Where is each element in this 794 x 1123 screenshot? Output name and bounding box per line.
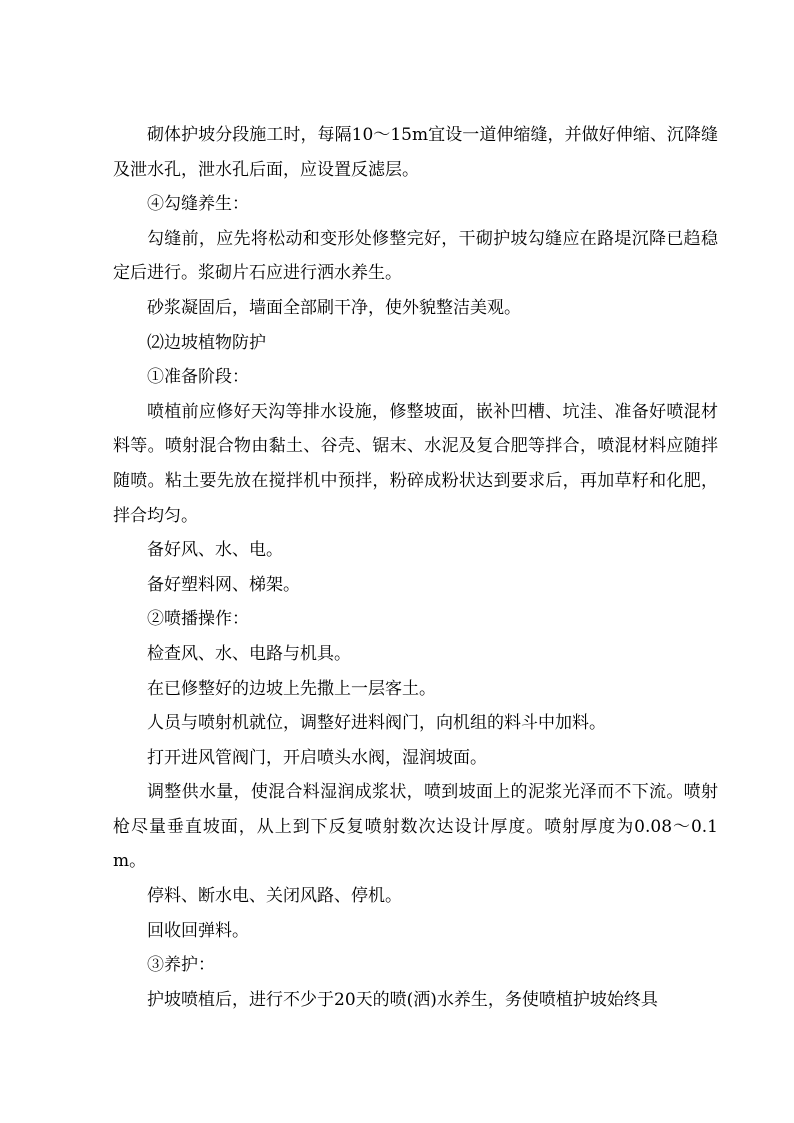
paragraph-masonry-joints: 砌体护坡分段施工时，每隔10～15m宜设一道伸缩缝，并做好伸缩、沉降缝及泄水孔，泄水孔后面，应设置反滤层。 xyxy=(113,125,718,180)
paragraph-shutdown: 停料、断水电、关闭风路、停机。 xyxy=(147,886,402,907)
paragraph-pointing: 勾缝前，应先将松动和变形处修整完好，干砌护坡勾缝应在路堤沉降已趋稳定后进行。浆砌片石应进行洒水养生。 xyxy=(113,228,718,284)
paragraph-net-ladder: 备好塑料网、梯架。 xyxy=(147,574,300,595)
body-text xyxy=(113,118,718,1017)
heading-slope-planting: ⑵边坡植物防护 xyxy=(147,332,266,353)
paragraph-check-equipment: 检查风、水、电路与机具。 xyxy=(147,643,351,664)
paragraph-soil-layer: 在已修整好的边坡上先撒上一层客土。 xyxy=(147,678,436,699)
heading-pointing-curing: ④勾缝养生： xyxy=(147,194,249,215)
paragraph-rebound-recovery: 回收回弹料。 xyxy=(147,920,249,941)
heading-spraying: ②喷播操作： xyxy=(147,609,249,630)
paragraph-curing: 护坡喷植后，进行不少于20天的喷(洒)水养生，务使喷植护坡始终具 xyxy=(147,989,658,1010)
heading-preparation: ①准备阶段： xyxy=(147,367,249,388)
paragraph-open-valves: 打开进风管阀门，开启喷头水阀，湿润坡面。 xyxy=(147,747,487,768)
paragraph-spray-thickness: 调整供水量，使混合料湿润成浆状，喷到坡面上的泥浆光泽而不下流。喷射枪尽量垂直坡面，从上到下反复喷射数次达设计厚度。喷射厚度为0.08～0.1m。 xyxy=(113,782,718,872)
paragraph-utilities: 备好风、水、电。 xyxy=(147,540,283,561)
paragraph-preparation: 喷植前应修好天沟等排水设施，修整坡面，嵌补凹槽、坑洼、准备好喷混材料等。喷射混合物由黏土、谷壳、锯末、水泥及复合肥等拌合，喷混材料应随拌随喷。粘土要先放在搅拌机中预拌，粉碎成粉状达到要求后，再加草籽和化肥，拌合均匀。 xyxy=(113,401,718,526)
paragraph-machine-position: 人员与喷射机就位，调整好进料阀门，向机组的料斗中加料。 xyxy=(147,713,606,734)
paragraph-mortar-cleaning: 砂浆凝固后，墙面全部刷干净，使外貌整洁美观。 xyxy=(147,297,521,318)
heading-curing: ③养护： xyxy=(147,955,215,976)
